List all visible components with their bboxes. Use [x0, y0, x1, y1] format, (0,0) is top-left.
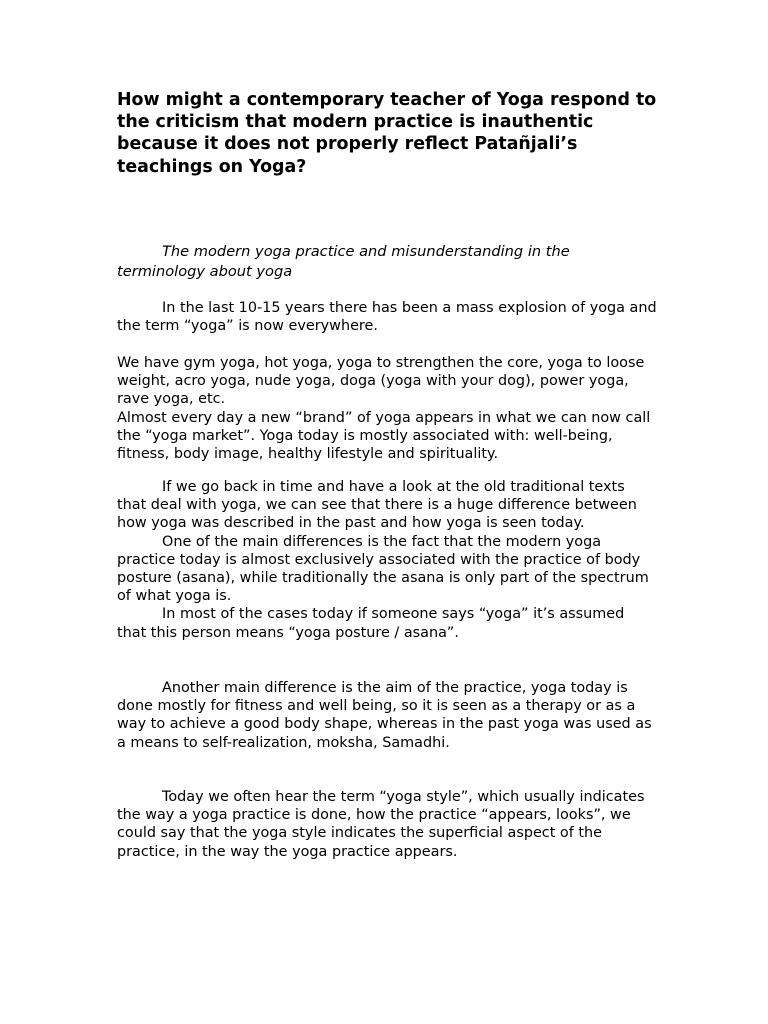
paragraph-1: In the last 10-15 years there has been a mass explosion of yoga and the term “yoga” is now everywhere. — [117, 300, 657, 335]
document-title: How might a contemporary teacher of Yoga respond to the criticism that modern practice is inauthentic because it does not properly reflect Patañjali’s teachings on Yoga? — [117, 90, 657, 177]
paragraph-5: One of the main differences is the fact that the modern yoga practice today is almost exclusively associated with the practice of body posture (asana), while traditionally the asana is only part of the spectrum of what yoga is. — [117, 533, 649, 605]
paragraph-4: If we go back in time and have a look at the old traditional texts that deal with yoga, we can see that there is a huge difference between how yoga was described in the past and how yoga is seen today. — [117, 479, 637, 532]
paragraph-group-yoga-types — [117, 354, 657, 463]
paragraph-group-traditional-texts — [117, 478, 657, 642]
paragraph-3: Almost every day a new “brand” of yoga appears in what we can now call the “yoga market”. Yoga today is mostly associated with: well-being, fitness, body image, healthy lifestyle and spirituality. — [117, 409, 651, 463]
paragraph-7: Another main difference is the aim of the practice, yoga today is done mostly for fitness and well being, so it is seen as a therapy or as a way to achieve a good body shape, whereas in the past yoga was used as a means to self-realization, moksha, Samadhi. — [117, 680, 652, 751]
paragraph-2: We have gym yoga, hot yoga, yoga to strengthen the core, yoga to loose weight, acro yoga, nude yoga, doga (yoga with your dog), power yoga, rave yoga, etc. — [117, 355, 645, 408]
paragraph-6: In most of the cases today if someone says “yoga” it’s assumed that this person means “yoga posture / asana”. — [117, 606, 625, 641]
section-subheading: The modern yoga practice and misunderstanding in the terminology about yoga — [117, 243, 570, 280]
paragraph-8: Today we often hear the term “yoga style”, which usually indicates the way a yoga practice is done, how the practice “appears, looks”, we could say that the yoga style indicates the superficial aspect of the practice, in the way the yoga practice appears. — [117, 789, 645, 860]
